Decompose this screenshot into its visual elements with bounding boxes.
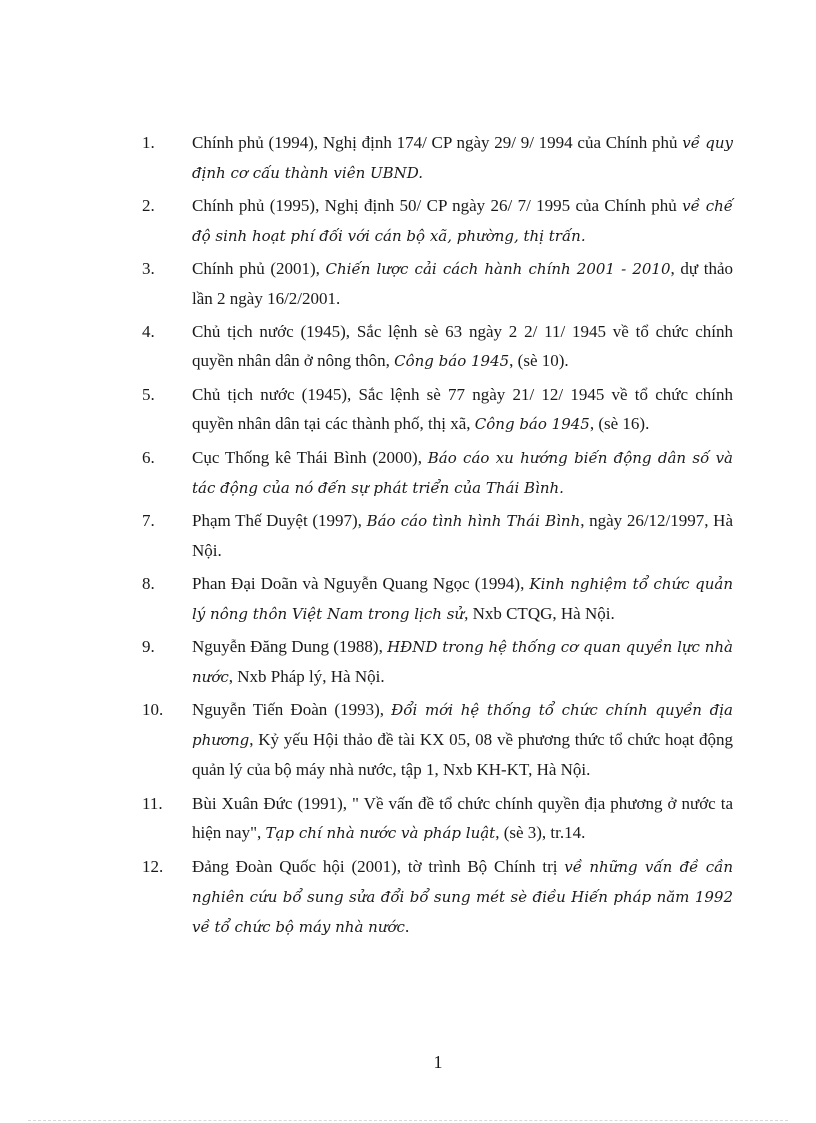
- reference-text: Phan Đại Doãn và Nguyễn Quang Ngọc (1994), Kinh nghiệm tổ chức quản lý nông thôn Việt Nam trong lịch sử, Nxb CTQG, Hà Nội.: [192, 574, 733, 623]
- reference-text: Bùi Xuân Đức (1991), " Về vấn đề tổ chức chính quyền địa phương ở nước ta hiện nay", Tạp chí nhà nước và pháp luật, (sè 3), tr.14.: [192, 794, 733, 842]
- reference-number: 2.: [142, 196, 155, 215]
- reference-text: Chính phủ (1994), Nghị định 174/ CP ngày 29/ 9/ 1994 của Chính phủ về quy định cơ cấu thành viên UBND.: [192, 133, 733, 182]
- reference-number: 5.: [142, 385, 155, 404]
- reference-text: Chủ tịch nước (1945), Sắc lệnh sè 63 ngày 2 2/ 11/ 1945 về tổ chức chính quyền nhân dân ở nông thôn, Công báo 1945, (sè 10).: [192, 322, 733, 370]
- reference-list: [0, 128, 816, 946]
- reference-item: [0, 695, 816, 789]
- reference-number: 9.: [142, 637, 155, 656]
- reference-number: 12.: [142, 857, 164, 876]
- reference-item: [0, 569, 816, 632]
- reference-text: Phạm Thế Duyệt (1997), Báo cáo tình hình Thái Bình, ngày 26/12/1997, Hà Nội.: [192, 511, 733, 560]
- reference-item: [0, 852, 816, 946]
- reference-item: [0, 443, 816, 506]
- reference-item: [0, 632, 816, 695]
- reference-number: 4.: [142, 322, 155, 341]
- reference-number: 3.: [142, 259, 155, 278]
- reference-number: 7.: [142, 511, 155, 530]
- reference-text: Đảng Đoàn Quốc hội (2001), tờ trình Bộ Chính trị về những vấn đề cần nghiên cứu bổ sung sửa đổi bổ sung mét sè điều Hiến pháp năm 1992 về tổ chức bộ máy nhà nước.: [192, 857, 734, 936]
- reference-text: Chủ tịch nước (1945), Sắc lệnh sè 77 ngày 21/ 12/ 1945 về tổ chức chính quyền nhân dân tại các thành phố, thị xã, Công báo 1945, (sè 16).: [192, 385, 733, 433]
- reference-text: Chính phủ (2001), Chiến lược cải cách hành chính 2001 - 2010, dự thảo lần 2 ngày 16/2/2001.: [192, 259, 733, 308]
- reference-item: [0, 506, 816, 569]
- reference-text: Nguyễn Tiến Đoàn (1993), Đổi mới hệ thống tổ chức chính quyền địa phương, Kỷ yếu Hội thảo đề tài KX 05, 08 về phương thức tổ chức hoạt động quản lý của bộ máy nhà nước, tập 1, Nxb KH-KT, Hà Nội.: [192, 700, 733, 779]
- reference-number: 11.: [142, 794, 163, 813]
- reference-number: 6.: [142, 448, 155, 467]
- reference-number: 1.: [142, 133, 155, 152]
- reference-item: [0, 128, 816, 191]
- reference-text: Nguyễn Đăng Dung (1988), HĐND trong hệ thống cơ quan quyền lực nhà nước, Nxb Pháp lý, Hà Nội.: [192, 637, 733, 686]
- reference-text: Cục Thống kê Thái Bình (2000), Báo cáo xu hướng biến động dân số và tác động của nó đến sự phát triển của Thái Bình.: [192, 448, 733, 497]
- reference-number: 10.: [142, 700, 164, 719]
- reference-item: [0, 789, 816, 852]
- page-bottom-divider: [28, 1120, 788, 1121]
- reference-item: [0, 317, 816, 380]
- reference-item: [0, 191, 816, 254]
- reference-text: Chính phủ (1995), Nghị định 50/ CP ngày 26/ 7/ 1995 của Chính phủ về chế độ sinh hoạt phí đối với cán bộ xã, phường, thị trấn.: [192, 196, 734, 245]
- page-number: 1: [433, 1052, 443, 1072]
- reference-item: [0, 254, 816, 317]
- reference-item: [0, 380, 816, 443]
- reference-number: 8.: [142, 574, 155, 593]
